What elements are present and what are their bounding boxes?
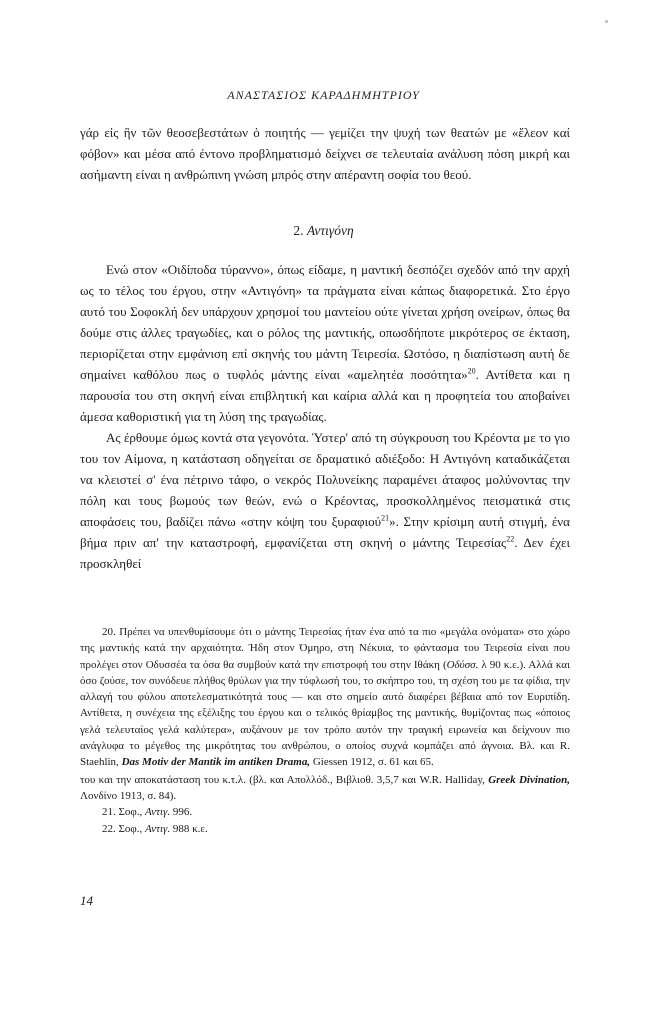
section-number: 2. bbox=[293, 223, 304, 238]
paragraph-1-text-after: . Αντίθετα και η παρουσία του στη σκηνή είναι επιβλητική και καίρια αλλά και η προφητεία του αποβαίνει άμεσα καθοριστική για τη λύση της τραγωδίας. bbox=[80, 367, 570, 424]
footnote-20-cont-book-title: Greek Divination, bbox=[488, 773, 570, 786]
main-text bbox=[80, 259, 570, 574]
scan-speck bbox=[605, 20, 608, 23]
footnote-20-citation: Οδύσσ. bbox=[446, 658, 479, 671]
footnote-20-end: Giessen 1912, σ. 61 και 65. bbox=[310, 756, 434, 769]
footnote-20-cont-text: του και την αποκατάσταση του κ.τ.λ. (βλ. και Απολλόδ., Βιβλιοθ. 3,5,7 και W.R. Halliday, bbox=[80, 773, 489, 786]
paragraph-1-text: Ενώ στον «Οιδίποδα τύραννο», όπως είδαμε, η μαντική δεσπόζει σχεδόν από την αρχή ως το τέλος του έργου, στην «Αντιγόνη» τα πράγματα είναι κάπως διαφορετικά. Στο έργο αυτό του Σοφοκλή δεν υπάρχουν χρησμοί του μαντείου ούτε γίνεται χρήση ονείρων, όπως θα δούμε στις άλλες τραγωδίες, και ο ρόλος της μαντικής, οπωσδήποτε μικρότερος σε έκταση, περιορίζεται στην εμφάνιση επί σκηνής του μάντη Τειρεσία. Ωστόσο, η διαπίστωση αυτή δε σημαίνει καθόλου πως ο τυφλός μάντης είναι «αμελητέα ποσότητα» bbox=[80, 262, 570, 382]
footnote-22-lead: 22. Σοφ., bbox=[102, 822, 146, 835]
footnote-21-lead: 21. Σοφ., bbox=[102, 806, 146, 819]
paragraph-2-text-b: ». Στην κρίσιμη αυτή στιγμή, ένα βήμα πριν απ' την καταστροφή, εμφανίζεται στη σκηνή ο μάντης Τειρεσίας bbox=[80, 514, 570, 550]
paragraph-2-text-a: Ας έρθουμε όμως κοντά στα γεγονότα. Ύστερ' από τη σύγκρουση του Κρέοντα με το γιο του τον Αίμονα, η κατάσταση οδηγείται σε δραματικό αδιέξοδο: Η Αντιγόνη καταδικάζεται να κλειστεί σ' ένα πέτρινο τάφο, ο νεκρός Πολυνείκης παραμένει άταφος μολύνοντας την πόλη και τους βωμούς των θεών, ενώ ο Κρέοντας, προσκολλημένος πεισματικά στις αποφάσεις του, βαδίζει πάνω «στην κόψη του ξυραφιού bbox=[80, 430, 570, 529]
footnote-ref-20: 20 bbox=[467, 366, 476, 376]
footnote-22 bbox=[80, 821, 570, 837]
footnote-ref-21: 21 bbox=[381, 513, 390, 523]
footnote-21 bbox=[80, 804, 570, 820]
footnote-20-continuation bbox=[80, 772, 570, 805]
footnote-20 bbox=[80, 624, 570, 771]
footnote-ref-22: 22 bbox=[506, 534, 515, 544]
footnote-20-lead: 20. Πρέπει να υπενθυμίσουμε ότι ο μάντης Τειρεσίας ήταν ένα από τα πιο «μεγάλα ονόματα» στο χώρο της μαντικής κατά την αρχαιότητα. Ήδη στον Όμηρο, στη Νέκυια, το φάντασμα του Τειρεσία είναι που προλέγει στον Οδυσσέα τα όσα θα συμβούν κατά την επιστροφή του στην Ιθάκη ( bbox=[80, 626, 570, 671]
footnote-20-body: λ 90 κ.ε.). Αλλά και όσο ζούσε, τον συνόδευε πλήθος θρύλων για την τύφλωσή του, το σκήπτρο του, τη σχέση του με τα φίδια, την αλλαγή του φύλου αποτελεσματικότητά τους — και στο σημείο αυτό διαφέρει βέβαια από τον Ευριπίδη. Αντίθετα, η συνέχεια της εξέλιξης του έργου και ο τελικός θρίαμβος της μαντικής, θυμίζοντας πως «όποιος γελά τελευταίος γελά καλύτερα», αυξάνουν με τον τρόπο αυτόν την τραγική ειρωνεία και δείχνουν πιο ανάγλυφα το μέγεθος της μικρότητας του ανθρώπου, ο οποίος συχνά κομπάζει από άγνοια. Βλ. και R. Staehlin, bbox=[80, 658, 570, 769]
section-title: Αντιγόνη bbox=[306, 223, 354, 238]
paragraph-events bbox=[80, 427, 570, 574]
footnote-22-end: 988 κ.ε. bbox=[170, 822, 208, 835]
section-heading bbox=[0, 223, 647, 239]
paragraph-antigone-intro bbox=[80, 259, 570, 427]
paragraph-2-text-c: . Δεν έχει προσκληθεί bbox=[80, 535, 570, 571]
intro-paragraph-text: γάρ εἰς ἣν τῶν θεοσεβεστάτων ὁ ποιητής — γεμίζει την ψυχή των θεατών με «ἔλεον καί φόβον» και μέσα από έντονο προβληματισμό δείχνει σε τελευταία ανάλυση πόση μικρή και ασήμαντη είναι η ανθρώπινη γνώση μπρός στην απέραντη σοφία του θεού. bbox=[80, 125, 570, 182]
footnote-20-book-title: Das Motiv der Mantik im antiken Drama, bbox=[121, 756, 311, 769]
footnote-21-end: 996. bbox=[170, 806, 193, 819]
footnote-20-cont-end: Λονδίνο 1913, σ. 84). bbox=[80, 789, 177, 802]
footnotes bbox=[80, 624, 570, 837]
intro-paragraph bbox=[80, 122, 570, 185]
footnote-22-citation: Αντιγ. bbox=[145, 822, 171, 835]
footnote-21-citation: Αντιγ. bbox=[145, 806, 171, 819]
running-head: ΑΝΑΣΤΑΣΙΟΣ ΚΑΡΑΔΗΜΗΤΡΙΟΥ bbox=[227, 88, 420, 102]
page-number: 14 bbox=[80, 893, 93, 908]
